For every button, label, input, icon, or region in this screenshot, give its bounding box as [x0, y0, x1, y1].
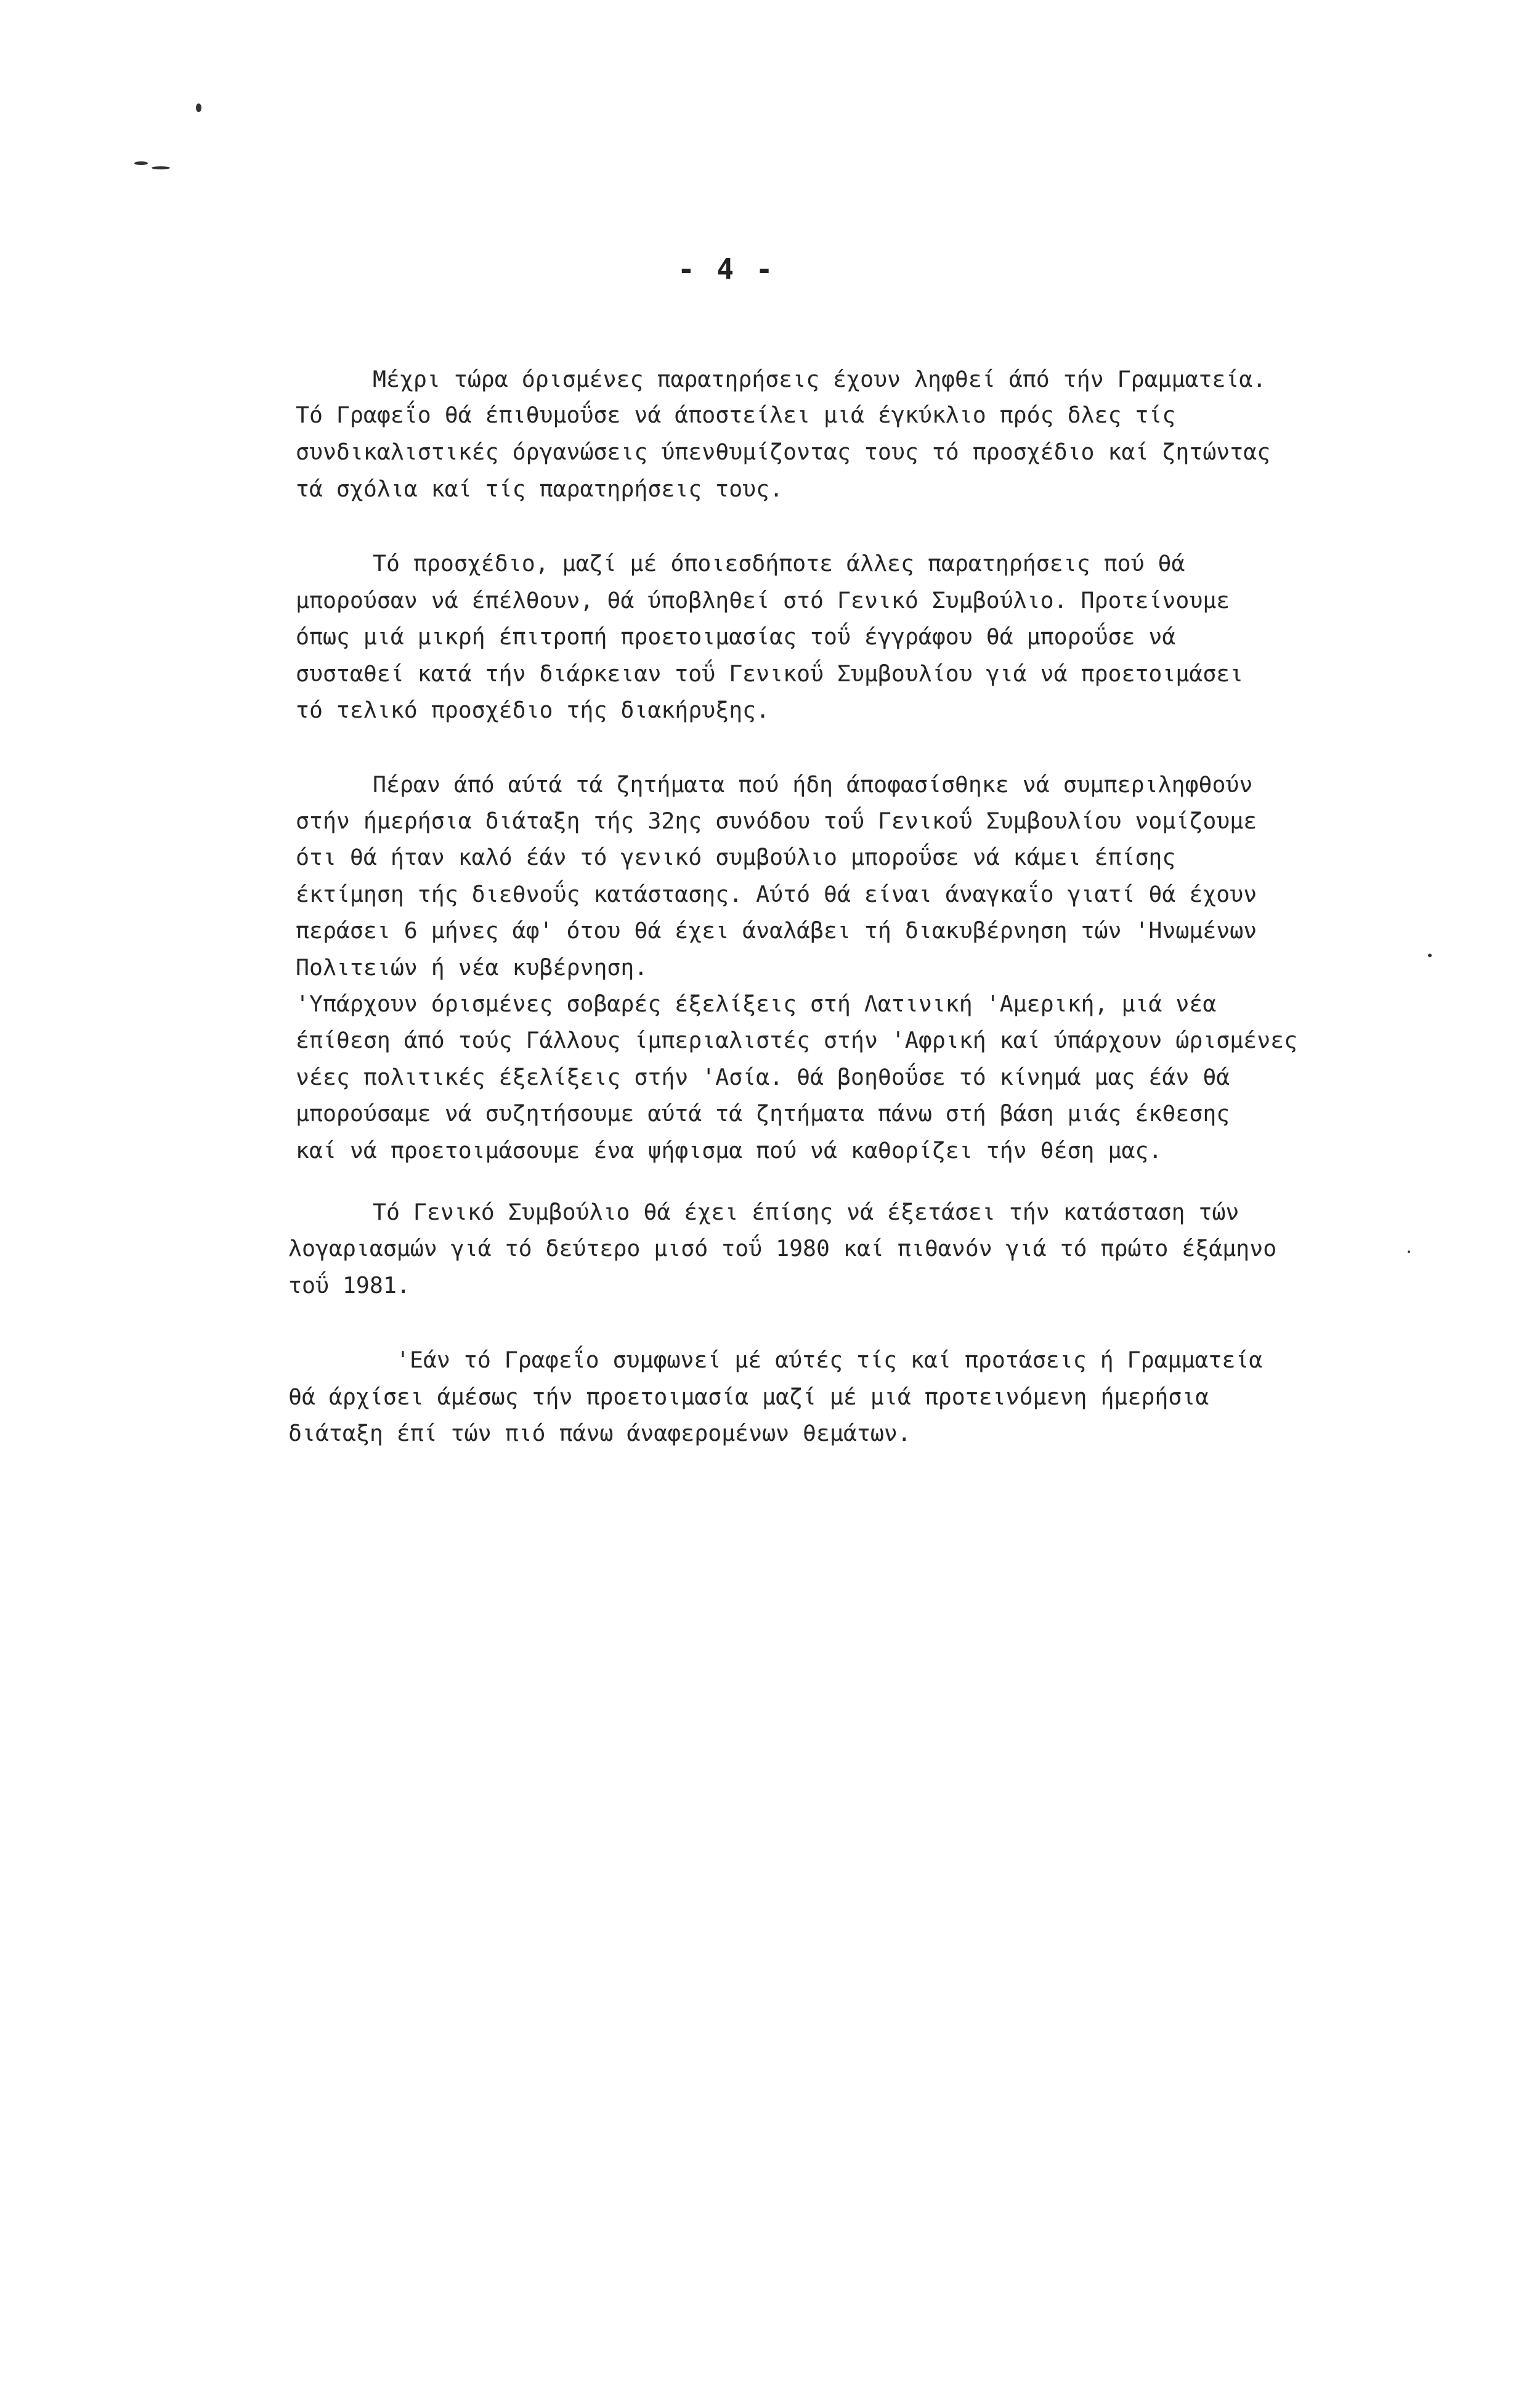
paragraph-line: τά σχόλια καί τίς παρατηρήσεις τους.	[296, 476, 784, 502]
paragraph-line: τοΰ 1981.	[288, 1272, 410, 1299]
paragraph-line: Τό προσχέδιο, μαζί μέ όποιεσδήποτε άλλες παρατηρήσεις πού θά	[373, 550, 1185, 577]
paragraph-line: νέες πολιτικές έξελίξεις στήν 'Ασία. θά βοηθοΰσε τό κίνημά μας έάν θά	[296, 1064, 1230, 1090]
paragraph-line: περάσει 6 μήνες άφ' ότου θά έχει άναλάβει τή διακυβέρνηση τών 'Ηνωμένων	[296, 917, 1257, 944]
paragraph-line: Τό Γραφεΐο θά έπιθυμοΰσε νά άποστείλει μιά έγκύκλιο πρός δλες τίς	[296, 402, 1176, 428]
paragraph-line: Πέραν άπό αύτά τά ζητήματα πού ήδη άποφασίσθηκε νά συμπεριληφθούν	[373, 771, 1253, 798]
paragraph-line: μπορούσαμε νά συζητήσουμε αύτά τά ζητήματα πάνω στή βάση μιάς έκθεσης	[296, 1100, 1230, 1127]
scan-speck	[196, 103, 201, 112]
paragraph-line: Μέχρι τώρα όρισμένες παρατηρήσεις έχουν ληφθεί άπό τήν Γραμματεία.	[373, 366, 1267, 392]
scan-speck	[1428, 954, 1432, 957]
page-number: - 4 -	[678, 253, 776, 286]
scan-speck	[134, 161, 148, 165]
paragraph-line: καί νά προετοιμάσουμε ένα ψήφισμα πού νά καθορίζει τήν θέση μας.	[296, 1137, 1162, 1164]
paragraph-line: 'Εάν τό Γραφεΐο συμφωνεί μέ αύτές τίς καί προτάσεις ή Γραμματεία	[396, 1347, 1263, 1373]
paragraph-line: τό τελικό προσχέδιο τής διακήρυξης.	[296, 697, 770, 723]
paragraph-line: συσταθεί κατά τήν διάρκειαν τοΰ Γενικοΰ Συμβουλίου γιά νά προετοιμάσει	[296, 660, 1244, 687]
scan-speck	[152, 166, 170, 169]
paragraph-line: Πολιτειών ή νέα κυβέρνηση.	[296, 954, 648, 981]
paragraph-line: Τό Γενικό Συμβούλιο θά έχει έπίσης νά έξετάσει τήν κατάσταση τών	[373, 1199, 1239, 1225]
paragraph-line: θά άρχίσει άμέσως τήν προετοιμασία μαζί μέ μιά προτεινόμενη ήμερήσια	[288, 1384, 1209, 1410]
paragraph-line: όπως μιά μικρή έπιτροπή προετοιμασίας τοΰ έγγράφου θά μποροΰσε νά	[296, 623, 1176, 650]
paragraph-line: ότι θά ήταν καλό έάν τό γενικό συμβούλιο μποροΰσε νά κάμει έπίσης	[296, 844, 1176, 870]
scan-speck	[1408, 1251, 1410, 1253]
paragraph-line: έκτίμηση τής διεθνοΰς κατάστασης. Αύτό θά είναι άναγκαΐο γιατί θά έχουν	[296, 881, 1257, 907]
paragraph-line: στήν ήμερήσια διάταξη τής 32ης συνόδου τοΰ Γενικοΰ Συμβουλίου νομίζουμε	[296, 808, 1257, 834]
paragraph-line: λογαριασμών γιά τό δεύτερο μισό τοΰ 1980 καί πιθανόν γιά τό πρώτο έξάμηνο	[288, 1235, 1277, 1262]
paragraph-line: συνδικαλιστικές όργανώσεις ύπενθυμίζοντας τους τό προσχέδιο καί ζητώντας	[296, 439, 1271, 465]
paragraph-line: 'Υπάρχουν όρισμένες σοβαρές έξελίξεις στή Λατινική 'Αμερική, μιά νέα	[296, 991, 1217, 1017]
paragraph-line: έπίθεση άπό τούς Γάλλους ίμπεριαλιστές στήν 'Αφρική καί ύπάρχουν ώρισμένες	[296, 1027, 1298, 1053]
paragraph-line: μπορούσαν νά έπέλθουν, θά ύποβληθεί στό Γενικό Συμβούλιο. Προτείνουμε	[296, 587, 1230, 614]
paragraph-line: διάταξη έπί τών πιό πάνω άναφερομένων θεμάτων.	[288, 1420, 911, 1446]
